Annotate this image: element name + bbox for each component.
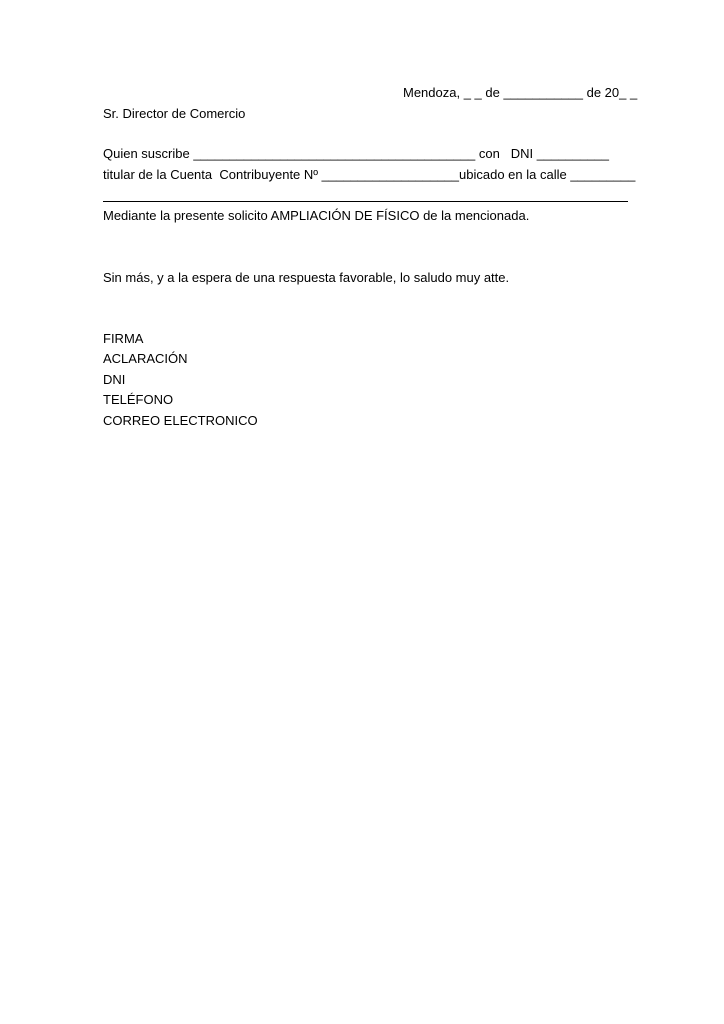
blank-address-rule <box>103 201 628 202</box>
signature-field-telefono: TELÉFONO <box>103 392 174 407</box>
signature-field-dni: DNI <box>103 372 126 387</box>
signature-field-correo: CORREO ELECTRONICO <box>103 413 258 428</box>
signature-field-aclaracion: ACLARACIÓN <box>103 351 188 366</box>
signature-field-firma: FIRMA <box>103 331 144 346</box>
closing-paragraph: Sin más, y a la espera de una respuesta favorable, lo saludo muy atte. <box>103 270 510 285</box>
body-line-request: Mediante la presente solicito AMPLIACIÓN DE FÍSICO de la mencionada. <box>103 208 530 223</box>
body-line-name-dni: Quien suscribe _______________________________________ con DNI __________ <box>103 146 609 161</box>
body-line-account-address: titular de la Cuenta Contribuyente Nº ___________________ubicado en la calle _________ <box>103 167 636 182</box>
addressee: Sr. Director de Comercio <box>103 106 246 121</box>
date-line: Mendoza, _ _ de ___________ de 20_ _ <box>403 85 638 100</box>
